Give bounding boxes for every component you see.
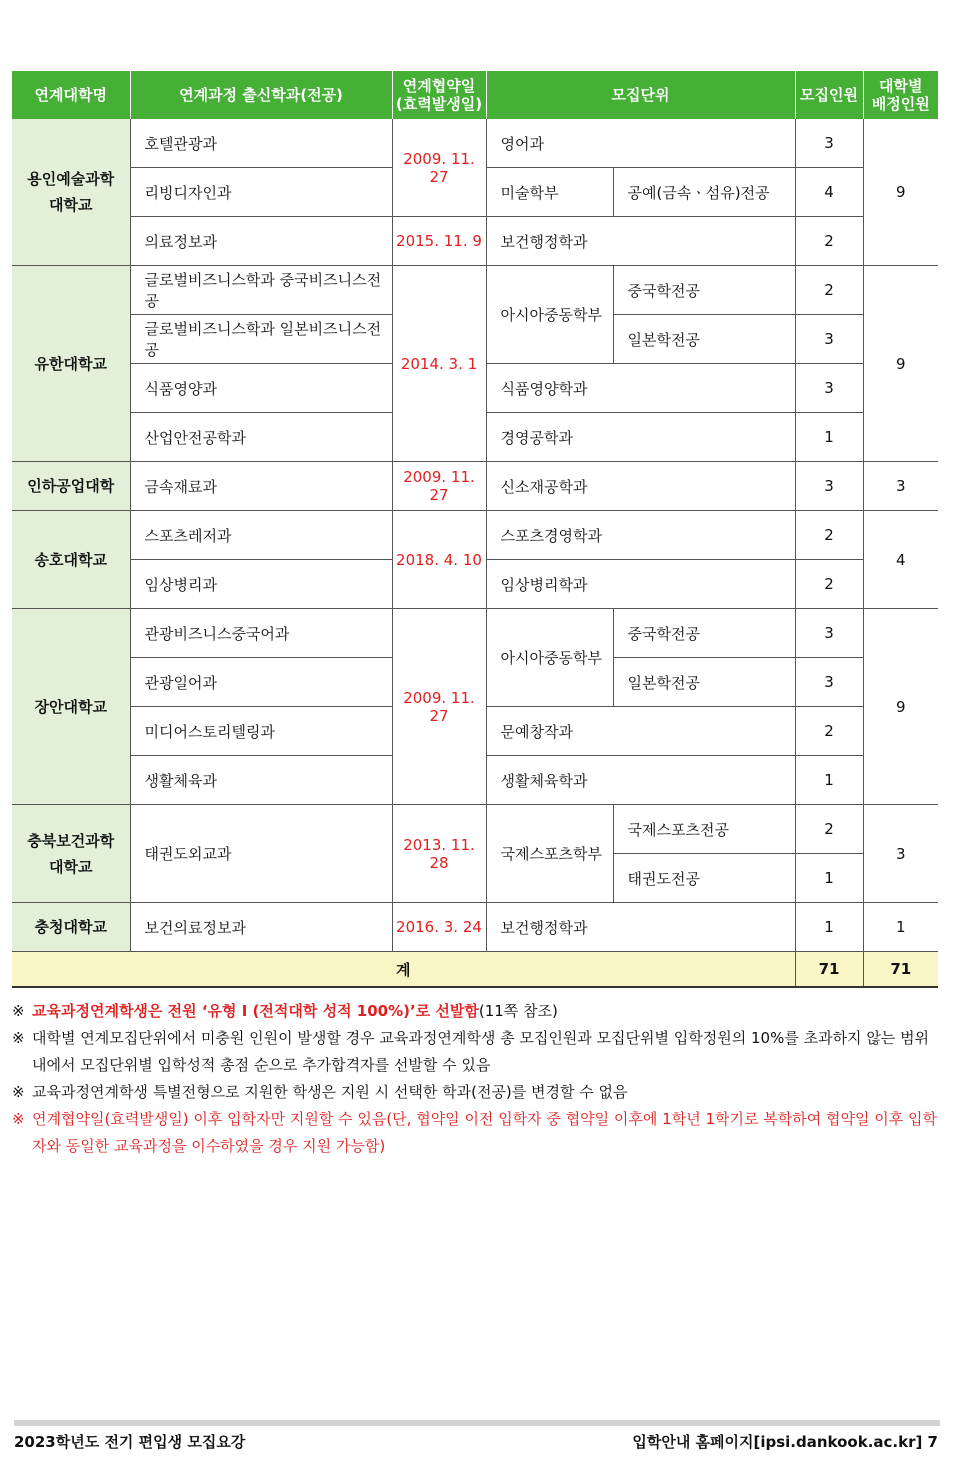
count: 1	[795, 903, 863, 952]
origin-dept: 미디어스토리텔링과	[130, 707, 392, 756]
count: 2	[795, 805, 863, 854]
alloc: 9	[863, 609, 938, 805]
unit: 신소재공학과	[486, 462, 795, 511]
major: 공예(금속ㆍ섬유)전공	[613, 168, 795, 217]
notes	[12, 998, 938, 1160]
total-alloc: 71	[863, 952, 938, 988]
unit: 경영공학과	[486, 413, 795, 462]
unit: 국제스포츠학부	[486, 805, 613, 903]
header-unit: 모집단위	[486, 71, 795, 119]
major: 태권도전공	[613, 854, 795, 903]
agreement-date: 2013. 11. 28	[392, 805, 486, 903]
agreement-date: 2009. 11. 27	[392, 609, 486, 805]
origin-dept: 태권도외교과	[130, 805, 392, 903]
note-2-text: 대학별 연계모집단위에서 미충원 인원이 발생할 경우 교육과정연계학생 총 모집인원과 모집단위별 입학정원의 10%를 초과하지 않는 범위 내에서 모집단위별 입학성적 총점 순으로 추가합격자를 선발할 수 있음	[32, 1029, 930, 1074]
note-1	[12, 998, 938, 1025]
origin-dept: 글로벌비즈니스학과 중국비즈니스전공	[130, 266, 392, 315]
agreement-date: 2018. 4. 10	[392, 511, 486, 609]
major: 중국학전공	[613, 266, 795, 315]
count: 1	[795, 854, 863, 903]
note-2	[12, 1025, 938, 1079]
alloc: 9	[863, 266, 938, 462]
table-row	[12, 266, 938, 315]
alloc: 1	[863, 903, 938, 952]
table-row	[12, 217, 938, 266]
origin-dept: 임상병리과	[130, 560, 392, 609]
count: 2	[795, 707, 863, 756]
table-row	[12, 462, 938, 511]
header-univ: 연계대학명	[12, 71, 130, 119]
unit: 미술학부	[486, 168, 613, 217]
unit: 임상병리학과	[486, 560, 795, 609]
table-row	[12, 903, 938, 952]
alloc: 3	[863, 805, 938, 903]
table-row	[12, 119, 938, 168]
univ-name: 충청대학교	[12, 903, 130, 952]
unit: 아시아중동학부	[486, 266, 613, 364]
header-origin: 연계과정 출신학과(전공)	[130, 71, 392, 119]
agreement-date: 2016. 3. 24	[392, 903, 486, 952]
count: 2	[795, 511, 863, 560]
count: 2	[795, 560, 863, 609]
table-row	[12, 805, 938, 854]
origin-dept: 산업안전공학과	[130, 413, 392, 462]
unit: 아시아중동학부	[486, 609, 613, 707]
agreement-date: 2009. 11. 27	[392, 119, 486, 217]
univ-name: 장안대학교	[12, 609, 130, 805]
agreement-date: 2014. 3. 1	[392, 266, 486, 462]
univ-name: 충북보건과학 대학교	[12, 805, 130, 903]
origin-dept: 관광일어과	[130, 658, 392, 707]
count: 1	[795, 413, 863, 462]
origin-dept: 보건의료정보과	[130, 903, 392, 952]
origin-dept: 생활체육과	[130, 756, 392, 805]
header-count: 모집인원	[795, 71, 863, 119]
origin-dept: 금속재료과	[130, 462, 392, 511]
note-4	[12, 1106, 938, 1160]
note-mark: ※	[12, 1110, 25, 1128]
total-count: 71	[795, 952, 863, 988]
count: 3	[795, 609, 863, 658]
count: 3	[795, 364, 863, 413]
major: 일본학전공	[613, 658, 795, 707]
footer-homepage: 입학안내 홈페이지[ipsi.dankook.ac.kr] 7	[632, 1433, 938, 1451]
note-4-text: 연계협약일(효력발생일) 이후 입학자만 지원할 수 있음(단, 협약일 이전 입학자 중 협약일 이후에 1학년 1학기로 복학하여 협약일 이후 입학자와 동일한 교육과정을 이수하였을 경우 지원 가능함)	[32, 1110, 937, 1155]
header-alloc: 대학별 배정인원	[863, 71, 938, 119]
count: 3	[795, 658, 863, 707]
unit: 생활체육학과	[486, 756, 795, 805]
unit: 보건행정학과	[486, 217, 795, 266]
alloc: 3	[863, 462, 938, 511]
count: 3	[795, 119, 863, 168]
note-mark: ※	[12, 1029, 25, 1047]
note-1-ref: (11쪽 참조)	[478, 1002, 558, 1020]
origin-dept: 관광비즈니스중국어과	[130, 609, 392, 658]
univ-name: 인하공업대학	[12, 462, 130, 511]
note-mark: ※	[12, 1083, 25, 1101]
unit: 식품영양학과	[486, 364, 795, 413]
origin-dept: 의료정보과	[130, 217, 392, 266]
univ-name: 유한대학교	[12, 266, 130, 462]
admission-table	[12, 71, 938, 988]
agreement-date: 2015. 11. 9	[392, 217, 486, 266]
footer-title: 2023학년도 전기 편입생 모집요강	[14, 1433, 246, 1451]
note-3-text: 교육과정연계학생 특별전형으로 지원한 학생은 지원 시 선택한 학과(전공)를 변경할 수 없음	[32, 1083, 628, 1101]
table-row	[12, 609, 938, 658]
origin-dept: 스포츠레저과	[130, 511, 392, 560]
alloc: 4	[863, 511, 938, 609]
footer-divider	[14, 1420, 940, 1426]
header-row	[12, 71, 938, 119]
origin-dept: 글로벌비즈니스학과 일본비즈니스전공	[130, 315, 392, 364]
major: 중국학전공	[613, 609, 795, 658]
univ-name: 용인예술과학 대학교	[12, 119, 130, 266]
count: 1	[795, 756, 863, 805]
header-date: 연계협약일 (효력발생일)	[392, 71, 486, 119]
table-row	[12, 511, 938, 560]
univ-name: 송호대학교	[12, 511, 130, 609]
note-1-emphasis: 교육과정연계학생은 전원 ‘유형 Ⅰ (전적대학 성적 100%)’로 선발함	[32, 1002, 479, 1020]
count: 2	[795, 217, 863, 266]
count: 3	[795, 462, 863, 511]
count: 2	[795, 266, 863, 315]
unit: 영어과	[486, 119, 795, 168]
note-3	[12, 1079, 938, 1106]
origin-dept: 호텔관광과	[130, 119, 392, 168]
agreement-date: 2009. 11. 27	[392, 462, 486, 511]
origin-dept: 리빙디자인과	[130, 168, 392, 217]
note-mark: ※	[12, 1002, 25, 1020]
total-row	[12, 952, 938, 988]
alloc: 9	[863, 119, 938, 266]
total-label: 계	[12, 952, 795, 988]
unit: 보건행정학과	[486, 903, 795, 952]
major: 일본학전공	[613, 315, 795, 364]
count: 4	[795, 168, 863, 217]
origin-dept: 식품영양과	[130, 364, 392, 413]
unit: 스포츠경영학과	[486, 511, 795, 560]
count: 3	[795, 315, 863, 364]
major: 국제스포츠전공	[613, 805, 795, 854]
unit: 문예창작과	[486, 707, 795, 756]
